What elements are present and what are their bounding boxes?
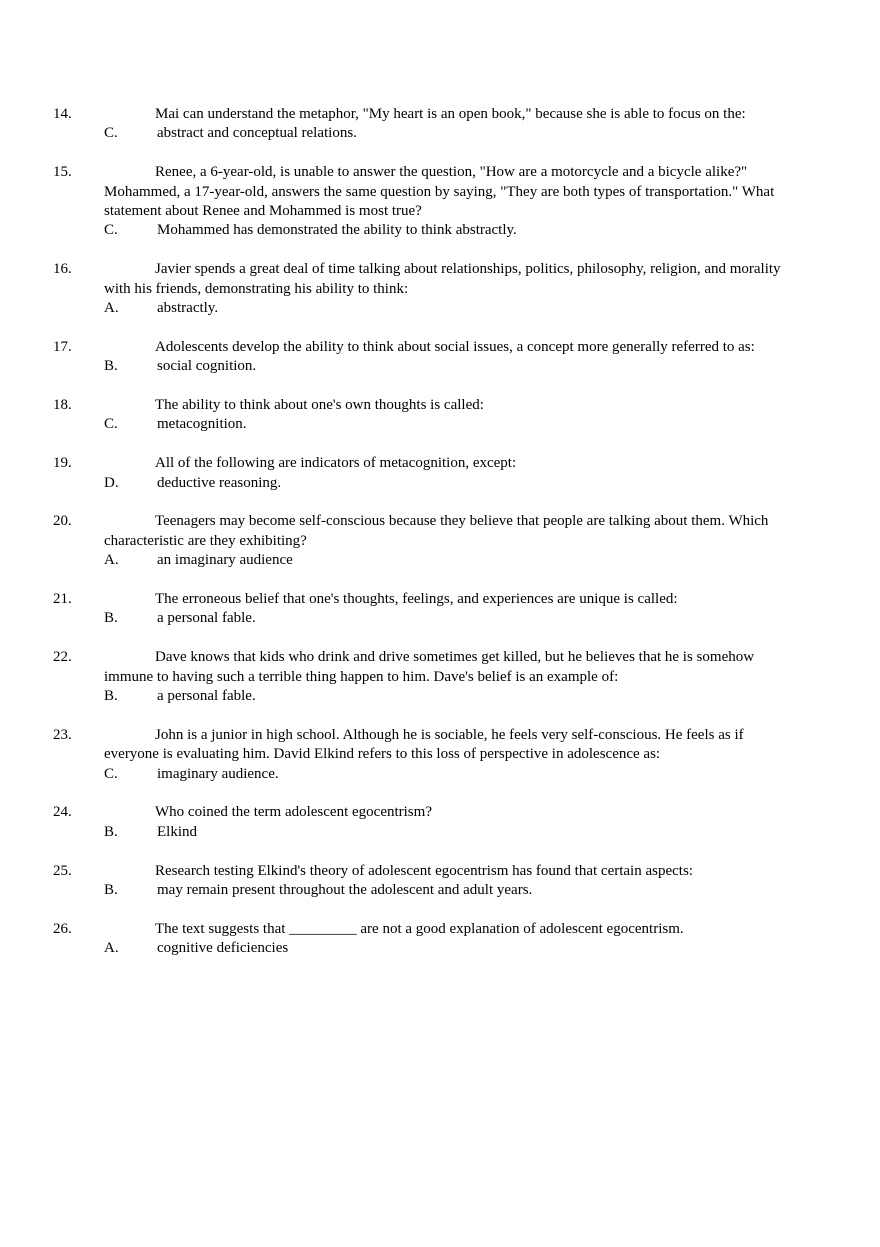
answer-text: a personal fable. <box>157 610 256 627</box>
answer-text: a personal fable. <box>157 688 256 705</box>
question-stem <box>53 803 784 822</box>
question-number: 17. <box>53 338 72 355</box>
answer-line <box>104 609 784 628</box>
question-number: 15. <box>53 164 72 181</box>
question-text: The text suggests that _________ are not a good explanation of adolescent egocentrism. <box>155 920 684 937</box>
question-number: 24. <box>53 804 72 821</box>
answer-letter: A. <box>104 940 119 957</box>
question-item <box>53 648 784 706</box>
question-number: 25. <box>53 862 72 879</box>
answer-line <box>104 551 784 570</box>
question-item <box>53 454 784 493</box>
answer-letter: B. <box>104 610 118 627</box>
answer-text: abstractly. <box>157 300 219 317</box>
answer-line <box>104 939 784 958</box>
answer-letter: D. <box>104 474 119 491</box>
answer-line <box>104 415 784 434</box>
answer-line <box>104 124 784 143</box>
question-stem <box>53 512 784 551</box>
answer-letter: B. <box>104 688 118 705</box>
question-item <box>53 260 784 318</box>
answer-line <box>104 765 784 784</box>
question-number: 18. <box>53 397 72 414</box>
answer-letter: C. <box>104 125 118 142</box>
answer-line <box>104 823 784 842</box>
question-item <box>53 396 784 435</box>
question-number: 22. <box>53 649 72 666</box>
answer-letter: C. <box>104 222 118 239</box>
answer-line <box>104 474 784 493</box>
answer-line <box>104 299 784 318</box>
answer-line <box>104 357 784 376</box>
question-text: Who coined the term adolescent egocentrism? <box>155 804 432 821</box>
question-text: The ability to think about one's own thoughts is called: <box>155 397 484 414</box>
answer-text: imaginary audience. <box>157 765 279 782</box>
question-text: Mai can understand the metaphor, "My heart is an open book," because she is able to focus on the: <box>155 106 746 122</box>
answer-letter: C. <box>104 765 118 782</box>
answer-text: Mohammed has demonstrated the ability to think abstractly. <box>157 222 517 239</box>
answer-text: may remain present throughout the adolescent and adult years. <box>157 882 533 899</box>
answer-line <box>104 881 784 900</box>
question-stem <box>53 396 784 415</box>
answer-text: deductive reasoning. <box>157 474 282 491</box>
question-stem <box>53 338 784 357</box>
answer-letter: A. <box>104 552 119 569</box>
question-item <box>53 920 784 959</box>
question-text: Teenagers may become self-conscious because they believe that people are talking about them. Which characteristic are they exhibiting? <box>104 513 769 549</box>
question-stem <box>53 260 784 299</box>
answer-line <box>104 687 784 706</box>
question-number: 23. <box>53 726 72 743</box>
question-stem <box>53 648 784 687</box>
question-item <box>53 590 784 629</box>
question-text: Javier spends a great deal of time talking about relationships, politics, philosophy, religion, and morality with his friends, demonstrating his ability to think: <box>104 261 781 297</box>
question-text: All of the following are indicators of metacognition, except: <box>155 455 517 472</box>
question-number: 19. <box>53 455 72 472</box>
question-text: John is a junior in high school. Although he is sociable, he feels very self-conscious. He feels as if everyone is evaluating him. David Elkind refers to this loss of perspective in adolescence as: <box>104 726 744 763</box>
question-number: 14. <box>53 106 72 122</box>
answer-letter: A. <box>104 300 119 317</box>
question-list <box>53 105 784 978</box>
answer-line <box>104 221 784 240</box>
question-item <box>53 163 784 241</box>
question-text: Adolescents develop the ability to think about social issues, a concept more generally referred to as: <box>155 338 755 355</box>
question-item <box>53 803 784 842</box>
answer-text: an imaginary audience <box>157 552 293 569</box>
answer-letter: B. <box>104 882 118 899</box>
question-text: Renee, a 6-year-old, is unable to answer the question, "How are a motorcycle and a bicycle alike?" Mohammed, a 17-year-old, answers the same question by saying, "They are both types of transportation." What statement about Renee and Mohammed is most true? <box>104 164 775 220</box>
answer-text: abstract and conceptual relations. <box>157 125 357 142</box>
question-item <box>53 338 784 377</box>
answer-text: cognitive deficiencies <box>157 940 289 957</box>
question-stem <box>53 862 784 881</box>
question-stem <box>53 590 784 609</box>
question-text: Dave knows that kids who drink and drive sometimes get killed, but he believes that he is somehow immune to having such a terrible thing happen to him. Dave's belief is an example of: <box>104 649 755 685</box>
answer-text: metacognition. <box>157 416 247 433</box>
question-number: 26. <box>53 920 72 937</box>
question-stem <box>53 726 784 765</box>
answer-text: social cognition. <box>157 358 257 375</box>
question-text: Research testing Elkind's theory of adolescent egocentrism has found that certain aspects: <box>155 862 693 879</box>
question-item <box>53 862 784 901</box>
question-text: The erroneous belief that one's thoughts, feelings, and experiences are unique is called: <box>155 591 678 608</box>
question-item <box>53 726 784 784</box>
answer-letter: C. <box>104 416 118 433</box>
question-item <box>53 105 784 144</box>
answer-letter: B. <box>104 358 118 375</box>
answer-letter: B. <box>104 823 118 840</box>
question-number: 21. <box>53 591 72 608</box>
question-stem <box>53 454 784 473</box>
question-stem <box>53 105 784 124</box>
question-item <box>53 512 784 570</box>
answer-text: Elkind <box>157 823 197 840</box>
question-stem <box>53 920 784 939</box>
question-number: 16. <box>53 261 72 278</box>
question-number: 20. <box>53 513 72 530</box>
question-stem <box>53 163 784 221</box>
